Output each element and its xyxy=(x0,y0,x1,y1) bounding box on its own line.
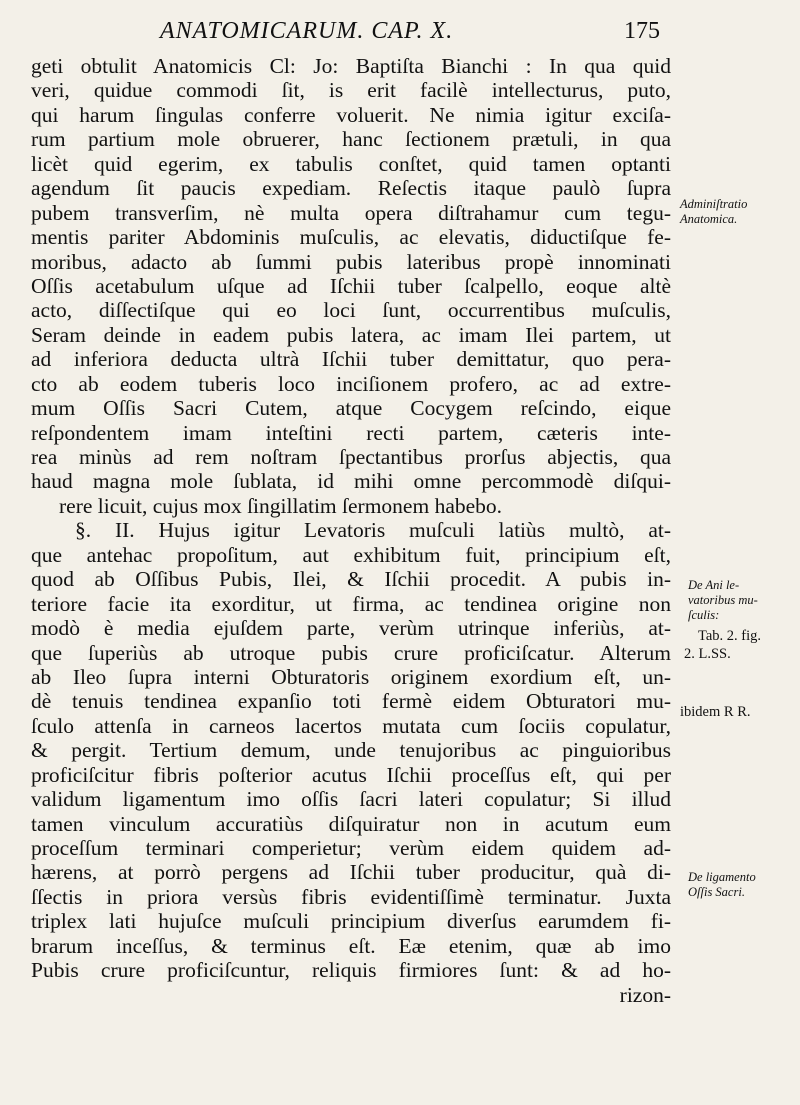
text-line: veri, quidue commodi ſit, is erit facilè intellecturus, puto, xyxy=(31,78,671,103)
text-line: rea minùs ad rem noſtram ſpectantibus prorſus abjectis, qua xyxy=(31,445,671,469)
text-line: acto, diſſectiſque qui eo loci ſunt, occurrentibus muſculis, xyxy=(31,298,671,323)
text-line: mum Oſſis Sacri Cutem, atque Cocygem reſcindo, eique xyxy=(31,396,671,421)
margin-note-de-ani xyxy=(688,578,800,623)
margin-note-line: Oſſis Sacri. xyxy=(688,885,745,899)
text-line: moribus, adacto ab ſummi pubis lateribus propè innominati xyxy=(31,249,671,274)
text-line: proficiſcitur fibris poſterior acutus Iſchii proceſſus eſt, qui per xyxy=(31,762,671,787)
text-line: mentis pariter Abdominis muſculis, ac elevatis, diductiſque fe- xyxy=(31,225,671,250)
margin-note-administratio xyxy=(680,197,795,227)
text-line-paragraph-end: rere licuit, cujus mox ſingillatim ſermonem habebo. xyxy=(59,493,503,518)
margin-note-line: Adminiſtratio xyxy=(680,197,748,211)
text-line: dè tenuis tendinea expanſio toti fermè eidem Obturatori mu- xyxy=(31,689,671,714)
margin-note-line: De Ani le- xyxy=(688,578,740,592)
margin-note-ibidem xyxy=(680,705,795,720)
catchword: rizon- xyxy=(619,982,671,1007)
text-line: ſculo attenſa in carneos lacertos mutata cum ſociis copulatur, xyxy=(31,713,671,738)
text-line: validum ligamentum imo oſſis ſacri lateri copulatur; Si illud xyxy=(31,787,671,812)
margin-note-line: De ligamento xyxy=(688,870,756,884)
text-line: Oſſis acetabulum uſque ad Iſchii tuber ſcalpello, eoque altè xyxy=(31,273,671,298)
body-text xyxy=(31,54,671,1007)
margin-note-de-ligamento xyxy=(688,870,800,900)
text-line: ad inferiora deducta ultrà Iſchii tuber demittatur, quo pera- xyxy=(31,347,671,372)
margin-note-line: 2. L.SS. xyxy=(684,646,731,662)
text-line: agendum ſit paucis expediam. Reſectis itaque paulò ſupra xyxy=(31,176,671,201)
text-line: tamen vinculum accuratiùs diſquiratur non in acutum eum xyxy=(31,811,671,836)
text-line: ſſectis in priora versùs fibris evidentiſſimè terminatur. Juxta xyxy=(31,884,671,909)
text-line: brarum inceſſus, & terminus eſt. Eæ etenim, quæ ab imo xyxy=(31,933,671,958)
text-line-section-start: §. II. Hujus igitur Levatoris muſculi latiùs multò, at- xyxy=(75,518,671,543)
text-line: haud magna mole ſublata, id mihi omne percommodè diſqui- xyxy=(31,469,671,494)
text-line: & pergit. Tertium demum, unde tenujoribus ac pinguioribus xyxy=(31,738,671,763)
margin-note-line: Anatomica. xyxy=(680,212,738,226)
text-line: Pubis crure proficiſcuntur, reliquis firmiores ſunt: & ad ho- xyxy=(31,958,671,983)
text-line: qui harum ſingulas conferre voluerit. Ne nimia igitur exciſa- xyxy=(31,102,671,127)
page-number: 175 xyxy=(624,18,660,44)
text-line: pubem transverſim, nè multa opera diſtrahamur cum tegu- xyxy=(31,200,671,225)
text-line: rum partium mole obruerer, hanc ſectionem prætuli, in qua xyxy=(31,127,671,152)
text-line: geti obtulit Anatomicis Cl: Jo: Baptiſta Bianchi : In qua quid xyxy=(31,54,671,78)
text-line: quod ab Oſſibus Pubis, Ilei, & Iſchii procedit. A pubis in- xyxy=(31,567,671,592)
text-line: licèt quid egerim, ex tabulis conſtet, quid tamen optanti xyxy=(31,151,671,176)
text-line: modò è media ejuſdem parte, verùm utrinque inferiùs, at- xyxy=(31,616,671,641)
text-line: reſpondentem imam inteſtini recti partem, cæteris inte- xyxy=(31,420,671,445)
margin-note-line: ibidem R R. xyxy=(680,704,751,720)
running-title: ANATOMICARUM. CAP. X. xyxy=(160,18,454,44)
text-line: Seram deinde in eadem pubis latera, ac imam Ilei partem, ut xyxy=(31,322,671,347)
margin-note-line: Tab. 2. fig. xyxy=(698,628,762,644)
text-line: teriore facie ita exorditur, ut firma, ac tendinea origine non xyxy=(31,591,671,616)
text-line: hærens, at porrò pergens ad Iſchii tuber producitur, quà di- xyxy=(31,860,671,885)
text-line: cto ab eodem tuberis loco inciſionem profero, ac ad extre- xyxy=(31,371,671,396)
margin-note-tab-ref xyxy=(684,627,799,663)
margin-note-line: ſculis: xyxy=(688,608,720,622)
margin-note-line: vatoribus mu- xyxy=(688,593,758,607)
page-header xyxy=(160,18,660,52)
text-line: ab Ileo ſupra interni Obturatoris originem exordium eſt, un- xyxy=(31,664,671,689)
text-line: triplex lati hujuſce muſculi principium diverſus earumdem fi- xyxy=(31,909,671,934)
text-line: proceſſum terminari comperietur; verùm eidem quidem ad- xyxy=(31,836,671,860)
text-line: que ſuperiùs ab utroque pubis crure proficiſcatur. Alterum xyxy=(31,640,671,665)
text-line: que antehac propoſitum, aut exhibitum fuit, principium eſt, xyxy=(31,542,671,567)
